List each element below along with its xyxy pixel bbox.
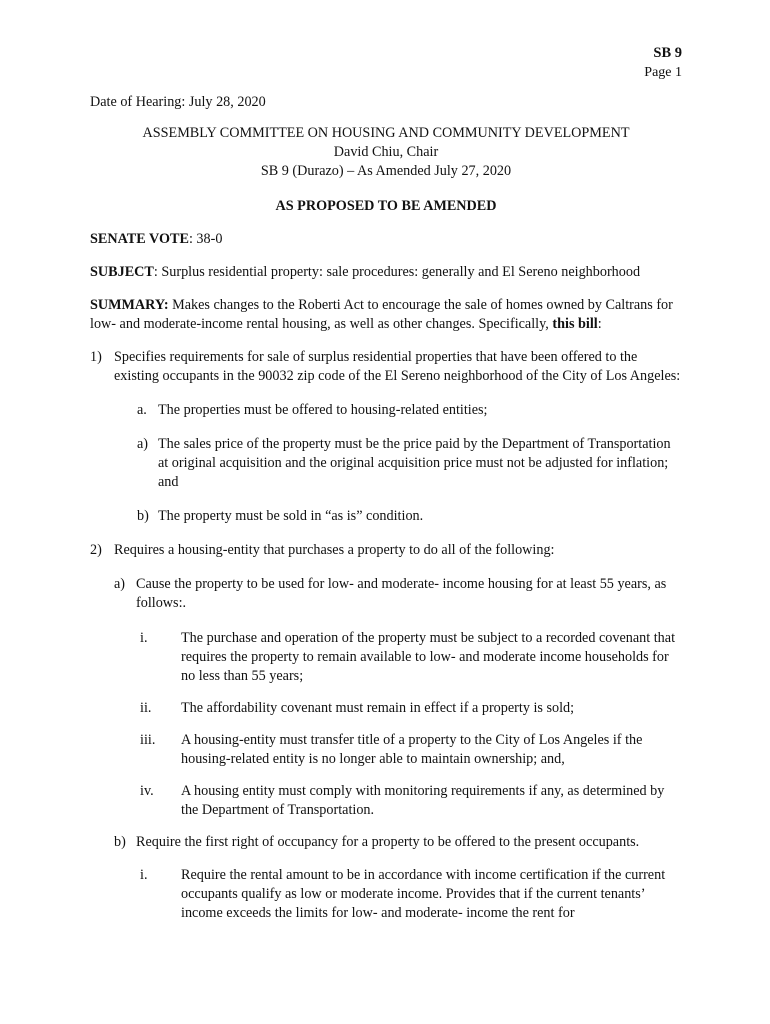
sub-list-item — [90, 833, 682, 852]
item-text: Requires a housing-entity that purchases a property to do all of the following: — [114, 542, 555, 558]
sub-item-number: a. — [137, 402, 147, 418]
summary-label: SUMMARY: — [90, 297, 169, 313]
sub-item-text: Cause the property to be used for low- and moderate- income housing for at least 55 years, as follows:. — [136, 576, 667, 611]
senate-vote-value: : 38-0 — [188, 231, 223, 247]
summary-end: : — [597, 316, 602, 332]
sub-list-item — [90, 507, 682, 526]
summary — [90, 296, 682, 334]
sub-item-text: The properties must be offered to housing-related entities; — [158, 402, 488, 418]
committee-name: ASSEMBLY COMMITTEE ON HOUSING AND COMMUNITY DEVELOPMENT — [142, 125, 630, 141]
sub-item-number: b) — [137, 508, 149, 524]
bill-number: SB 9 — [653, 45, 682, 61]
roman-number: iii. — [140, 732, 156, 748]
sub-item-number: a) — [114, 576, 126, 592]
bill-title-line: SB 9 (Durazo) – As Amended July 27, 2020 — [260, 163, 512, 179]
roman-item-text: A housing entity must comply with monitoring requirements if any, as determined by the Department of Transportation. — [181, 783, 665, 818]
sub-list-item — [90, 575, 682, 613]
roman-list-item — [90, 782, 682, 820]
roman-list-item — [90, 629, 682, 686]
hearing-date: Date of Hearing: July 28, 2020 — [90, 94, 266, 110]
roman-number: iv. — [140, 783, 154, 799]
sub-item-number: a) — [137, 436, 149, 452]
sub-list-item — [90, 435, 682, 492]
sub-item-text: The sales price of the property must be the price paid by the Department of Transportation at original acquisition and the original acquisition price must not be adjusted for inflation; and — [158, 436, 671, 490]
sub-item-text: Require the first right of occupancy for a property to be offered to the present occupants. — [136, 834, 640, 850]
senate-vote — [90, 230, 682, 249]
summary-bold-tail: this bill — [552, 316, 598, 332]
roman-number: ii. — [140, 700, 152, 716]
page-header — [90, 44, 682, 82]
item-number: 2) — [90, 542, 102, 558]
proposed-heading: AS PROPOSED TO BE AMENDED — [275, 198, 497, 214]
committee-chair: David Chiu, Chair — [333, 144, 439, 160]
roman-item-text: A housing-entity must transfer title of a property to the City of Los Angeles if the housing-related entity is no longer able to maintain ownership; and, — [181, 732, 643, 767]
committee-block — [90, 124, 682, 181]
roman-number: i. — [140, 630, 148, 646]
subject-value: : Surplus residential property: sale procedures: generally and El Sereno neighborhood — [153, 264, 641, 280]
roman-number: i. — [140, 867, 148, 883]
list-item — [90, 541, 682, 560]
roman-item-text: The affordability covenant must remain in effect if a property is sold; — [181, 700, 575, 716]
item-text: Specifies requirements for sale of surplus residential properties that have been offered to the existing occupants in the 90032 zip code of the El Sereno neighborhood of the City of Los Angeles: — [114, 349, 681, 384]
roman-list-item — [90, 699, 682, 718]
list-item — [90, 348, 682, 386]
subject-label: SUBJECT — [90, 264, 154, 280]
subject — [90, 263, 682, 282]
roman-item-text: Require the rental amount to be in accordance with income certification if the current occupants qualify as low or moderate income. Provides that if the current tenants’ income exceeds the limits for low- and moderate- income the rent for — [181, 867, 666, 921]
roman-list-item — [90, 866, 682, 923]
document-page — [90, 44, 682, 923]
senate-vote-label: SENATE VOTE — [90, 231, 189, 247]
item-number: 1) — [90, 349, 102, 365]
sub-item-number: b) — [114, 834, 126, 850]
roman-list-item — [90, 731, 682, 769]
roman-item-text: The purchase and operation of the property must be subject to a recorded covenant that requires the property to remain available to low- and moderate income households for no less than 55 years; — [181, 630, 676, 684]
page-number: Page 1 — [644, 65, 682, 80]
sub-list-item — [90, 401, 682, 420]
summary-text: Makes changes to the Roberti Act to encourage the sale of homes owned by Caltrans for low- and moderate-income rental housing, as well as other changes. Specifically, — [90, 297, 673, 332]
sub-item-text: The property must be sold in “as is” condition. — [158, 508, 424, 524]
